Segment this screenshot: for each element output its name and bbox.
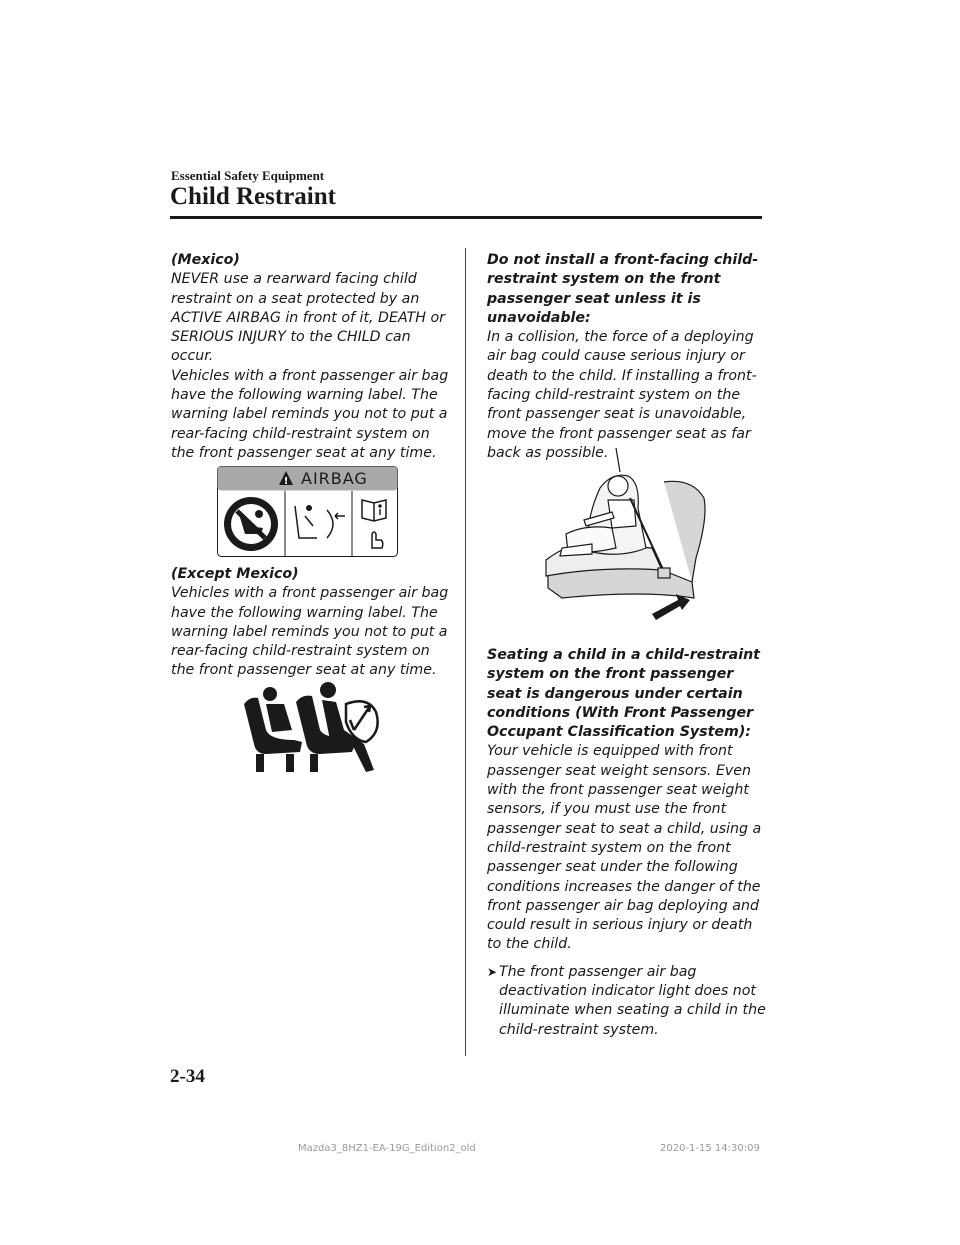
airbag-warning-label xyxy=(217,466,398,557)
mexico-label-text: Vehicles with a front passenger air bag have the following warning label. The warning label reminds you not to put a rear-facing child-restraint system on the front passenger seat at any time. xyxy=(171,367,449,461)
right-column-lower xyxy=(487,646,770,1040)
ocs-heading: Seating a child in a child-restraint system on the front passenger seat is dangerous under certain conditions (With Front Passenger Occupant Classification System): xyxy=(487,647,760,741)
section-label: Essential Safety Equipment xyxy=(171,168,325,183)
except-mexico-label-text: Vehicles with a front passenger air bag have the following warning label. The warning label reminds you not to put a rear-facing child-restraint system on the front passenger seat at any time. xyxy=(171,585,449,679)
footer-doc-id: Mazda3_8HZ1-EA-19G_Edition2_old xyxy=(298,1143,476,1154)
footer-timestamp: 2020-1-15 14:30:09 xyxy=(660,1143,760,1154)
airbag-label-title: AIRBAG xyxy=(301,469,368,488)
left-column-lower xyxy=(171,565,455,681)
page-number: 2-34 xyxy=(170,1066,205,1087)
front-facing-text: In a collision, the force of a deploying air bag could cause serious injury or death to the child. If installing a front-facing child-restraint system on the front passenger seat is unavoidable, move the front passenger seat as far back as possible. xyxy=(487,329,757,461)
rear-facing-seat-pictogram xyxy=(236,682,381,774)
header-rule xyxy=(170,216,762,219)
arrow-bullet-icon: ➤ xyxy=(487,964,498,979)
bullet-text: The front passenger air bag deactivation indicator light does not illuminate when seating a child in the child-restraint system. xyxy=(499,963,766,1038)
right-column xyxy=(487,251,770,463)
prohibited-child-seat-icon xyxy=(224,497,278,551)
list-item xyxy=(487,963,770,1040)
mexico-heading: (Mexico) xyxy=(171,252,240,268)
child-seat-illustration xyxy=(542,448,714,623)
except-mexico-heading: (Except Mexico) xyxy=(171,566,299,582)
ocs-text: Your vehicle is equipped with front passenger seat weight sensors. Even with the front passenger seat weight sensors, if you must use the front passenger seat to seat a child, using a child-restraint system on the front passenger seat under the following conditions increases the danger of the front passenger air bag deploying and could result in serious injury or death to the child. xyxy=(487,743,762,953)
page-title: Child Restraint xyxy=(170,183,336,210)
svg-text:!: ! xyxy=(283,476,289,487)
left-column xyxy=(171,251,455,463)
front-facing-heading: Do not install a front-facing child-restraint system on the front passenger seat unless it is unavoidable: xyxy=(487,252,759,326)
mexico-warning: NEVER use a rearward facing child restraint on a seat protected by an ACTIVE AIRBAG in front of it, DEATH or SERIOUS INJURY to the CHILD can occur. xyxy=(171,271,445,365)
column-divider xyxy=(465,248,466,1056)
